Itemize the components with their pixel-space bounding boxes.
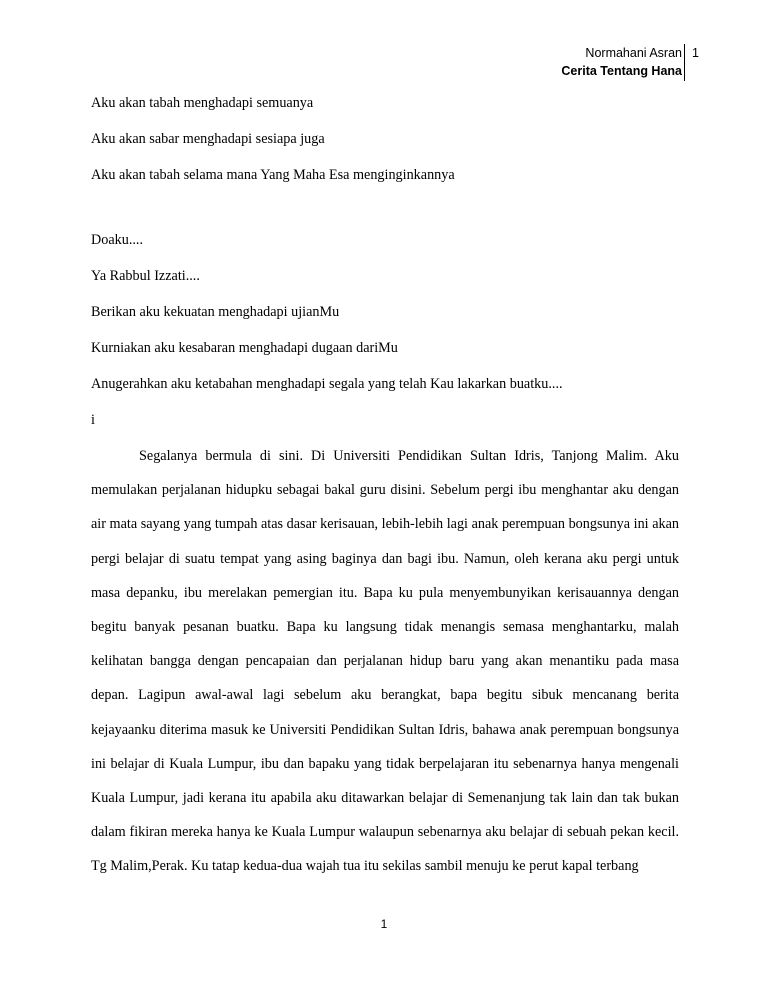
poem-line: Doaku.... xyxy=(91,232,144,248)
poem-line: i xyxy=(91,412,95,428)
header-page-number: 1 xyxy=(692,46,699,60)
poem-line: Aku akan tabah selama mana Yang Maha Esa menginginkannya xyxy=(91,167,455,183)
stanza-gap xyxy=(91,200,679,229)
poem-line: Berikan aku kekuatan menghadapi ujianMu xyxy=(91,304,340,320)
poem-line: Ya Rabbul Izzati.... xyxy=(91,268,200,284)
poem-block xyxy=(91,92,679,445)
footer-page-number: 1 xyxy=(380,917,388,931)
page-header xyxy=(0,44,768,84)
poem-line: Aku akan sabar menghadapi sesiapa juga xyxy=(91,131,325,147)
poem-line: Kurniakan aku kesabaran menghadapi dugaan dariMu xyxy=(91,340,398,356)
poem-line: Aku akan tabah menghadapi semuanya xyxy=(91,95,314,111)
header-title: Cerita Tentang Hana xyxy=(561,64,682,78)
header-author: Normahani Asran xyxy=(585,46,682,60)
header-divider xyxy=(684,44,685,81)
header-text-block xyxy=(561,44,682,80)
poem-line: Anugerahkan aku ketabahan menghadapi segala yang telah Kau lakarkan buatku.... xyxy=(91,376,563,392)
story-paragraph: Segalanya bermula di sini. Di Universiti Pendidikan Sultan Idris, Tanjong Malim. Aku memulakan perjalanan hidupku sebagai bakal guru disini. Sebelum pergi ibu menghantar aku dengan air mata sayang yang tumpah atas dasar kerisauan, lebih-lebih lagi anak perempuan bongsunya ini akan pergi belajar di suatu tempat yang asing baginya dan bagi ibu. Namun, oleh kerana aku pergi untuk masa depanku, ibu merelakan pemergian itu. Bapa ku pula menyembunyikan kerisauannya dengan begitu banyak pesanan buatku. Bapa ku langsung tidak menangis semasa menghantarku, malah kelihatan bangga dengan pencapaian dan perjalanan hidup baru yang akan menantiku pada masa depan. Lagipun awal-awal lagi sebelum aku berangkat, bapa begitu sibuk mencanang berita kejayaanku diterima masuk ke Universiti Pendidikan Sultan Idris, bahawa anak perempuan bongsunya ini belajar di Kuala Lumpur, ibu dan bapaku yang tidak berpelajaran itu sebenarnya hanya mengenali Kuala Lumpur, jadi kerana itu apabila aku ditawarkan belajar di Semenanjung tak lain dan tak bukan dalam fikiran mereka hanya ke Kuala Lumpur walaupun sebenarnya aku belajar di sebuah pekan kecil. Tg Malim,Perak. Ku tatap kedua-dua wajah tua itu sekilas sambil menuju ke perut kapal terbang xyxy=(91,448,679,875)
